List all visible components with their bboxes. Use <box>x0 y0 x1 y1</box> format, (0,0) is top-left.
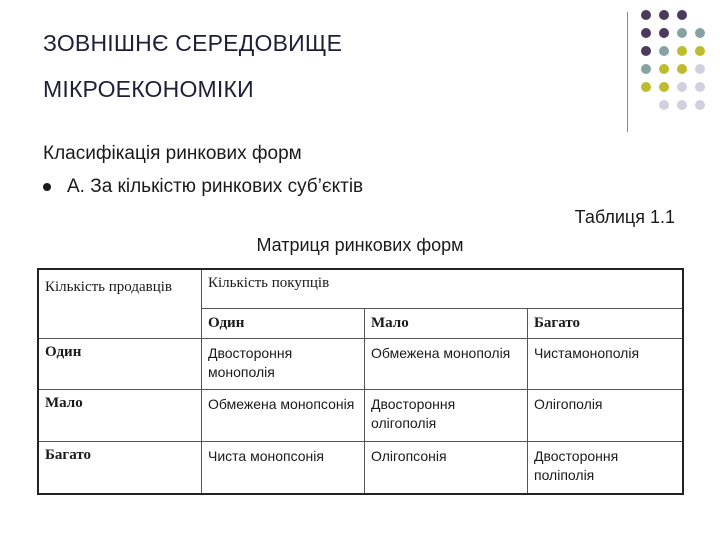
table-cell: Двостороння олігополія <box>365 390 528 442</box>
table-row <box>38 442 683 494</box>
table-number-caption: Таблиця 1.1 <box>574 207 675 227</box>
decorative-dot-grid <box>640 9 712 119</box>
section-subtitle: Класифікація ринкових форм <box>43 143 302 164</box>
buyers-header: Кількість покупців <box>202 269 684 309</box>
table-cell: Олігополія <box>528 390 684 442</box>
column-header-few: Мало <box>365 309 528 339</box>
table-cell: Двостороння поліполія <box>528 442 684 494</box>
table-title-caption: Матриця ринкових форм <box>256 235 464 255</box>
market-forms-matrix <box>37 268 684 495</box>
table-cell: Чиста монопсонія <box>202 442 365 494</box>
slide-title-line1: ЗОВНІШНЄ СЕРЕДОВИЩЕ <box>43 30 343 56</box>
bullet-item <box>43 176 363 198</box>
corner-header-sellers: Кількість продавців <box>38 269 202 338</box>
table-cell: Обмежена монопсонія <box>202 390 365 442</box>
row-header-few: Мало <box>38 390 202 442</box>
table-row <box>38 338 683 390</box>
table-cell: Олігопсонія <box>365 442 528 494</box>
column-header-many: Багато <box>528 309 684 339</box>
slide-title-line2: МІКРОЕКОНОМІКИ <box>43 76 254 102</box>
row-header-one: Один <box>38 338 202 390</box>
title-divider <box>627 12 628 132</box>
row-header-many: Багато <box>38 442 202 494</box>
table-cell: Чистамонополія <box>528 338 684 390</box>
table-row <box>38 390 683 442</box>
table-cell: Двостороння монополія <box>202 338 365 390</box>
table-header-row <box>38 269 683 309</box>
column-header-one: Один <box>202 309 365 339</box>
bullet-text: А. За кількістю ринкових суб’єктів <box>67 176 364 197</box>
bullet-icon <box>43 183 51 191</box>
table-cell: Обмежена монополія <box>365 338 528 390</box>
